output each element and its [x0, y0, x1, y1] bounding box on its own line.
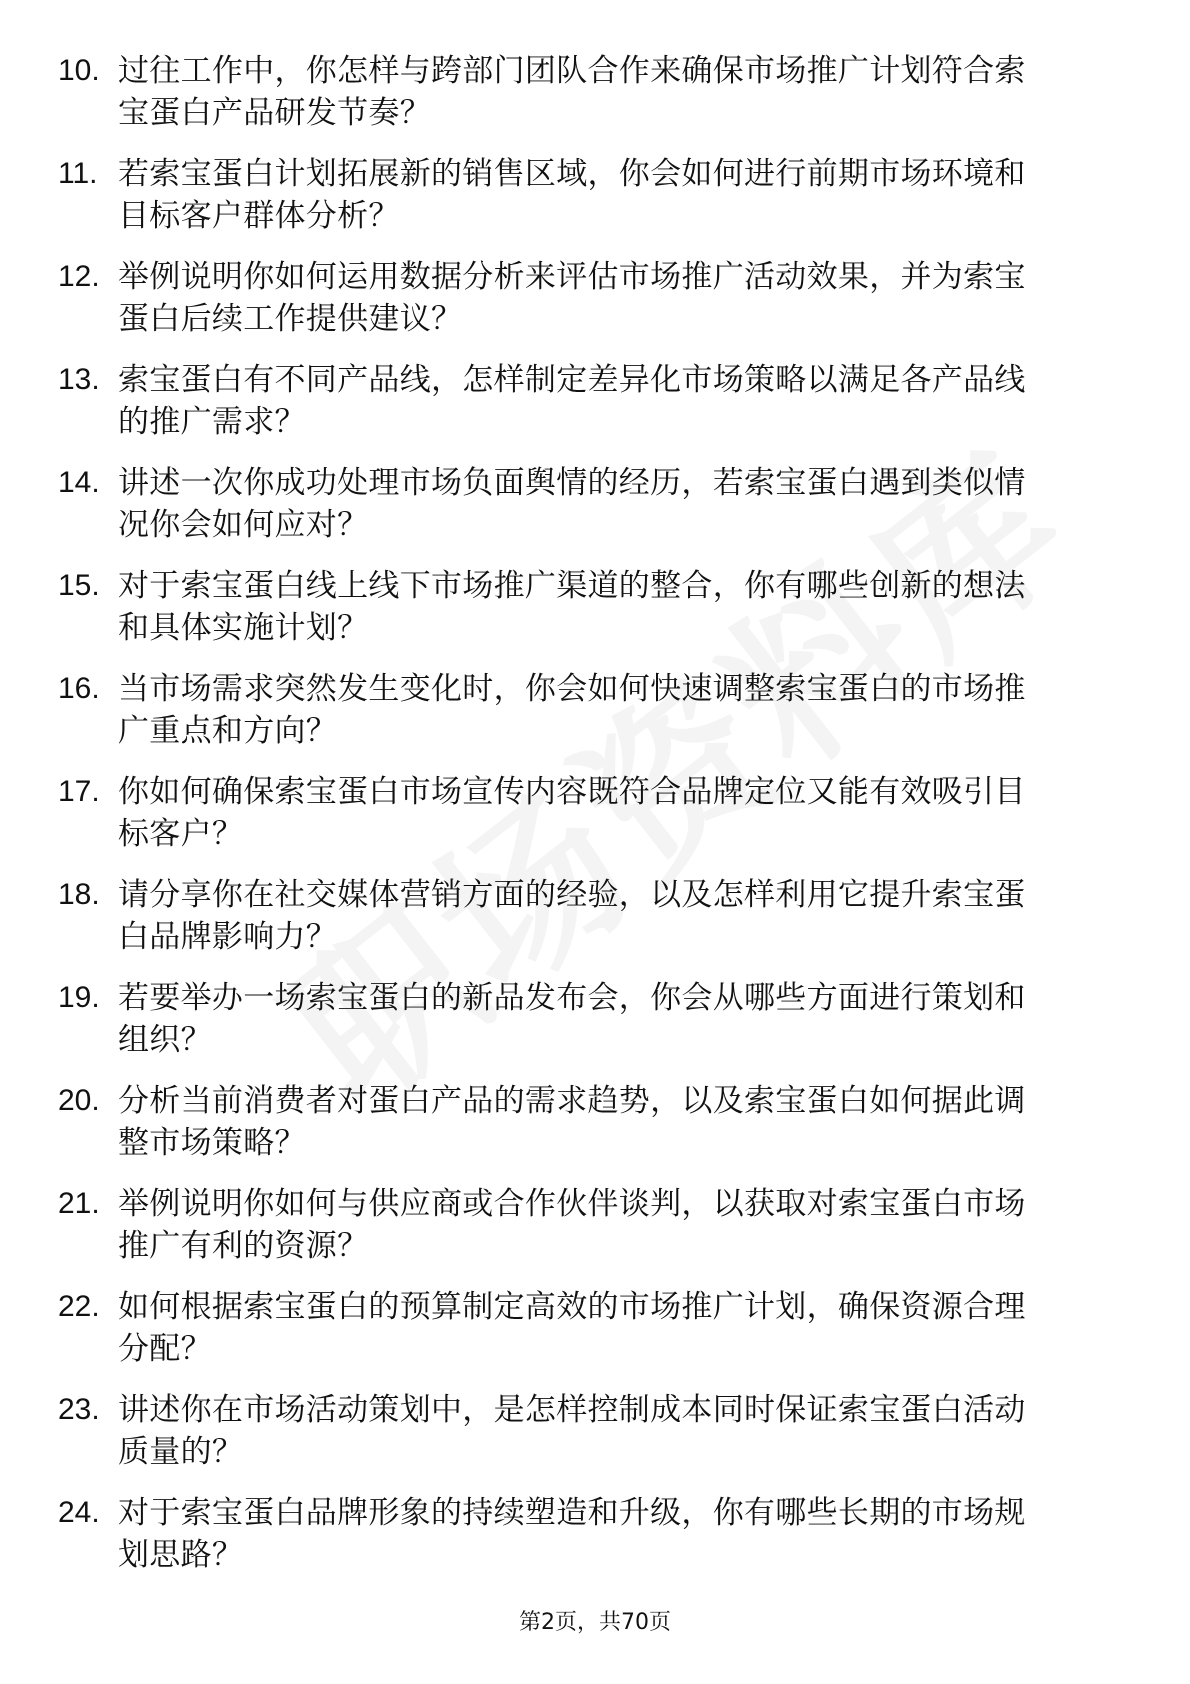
list-item — [0, 771, 1190, 874]
question-text: 过往工作中，你怎样与跨部门团队合作来确保市场推广计划符合索宝蛋白产品研发节奏？ — [118, 53, 1026, 131]
question-text: 举例说明你如何与供应商或合作伙伴谈判，以获取对索宝蛋白市场推广有利的资源？ — [118, 1186, 1026, 1264]
list-item — [0, 1183, 1190, 1286]
question-number: 18. — [58, 878, 100, 911]
question-text: 讲述你在市场活动策划中，是怎样控制成本同时保证索宝蛋白活动质量的？ — [118, 1392, 1026, 1470]
page-number: 第2页，共70页 — [519, 1610, 671, 1635]
question-number: 21. — [58, 1187, 100, 1220]
question-list — [0, 50, 1190, 1595]
question-number: 17. — [58, 775, 100, 808]
question-text: 如何根据索宝蛋白的预算制定高效的市场推广计划，确保资源合理分配？ — [118, 1289, 1026, 1367]
question-number: 24. — [58, 1496, 100, 1529]
list-item — [0, 668, 1190, 771]
question-text: 举例说明你如何运用数据分析来评估市场推广活动效果，并为索宝蛋白后续工作提供建议？ — [118, 259, 1026, 337]
list-item — [0, 565, 1190, 668]
question-number: 13. — [58, 363, 100, 396]
question-text: 当市场需求突然发生变化时，你会如何快速调整索宝蛋白的市场推广重点和方向？ — [118, 671, 1026, 749]
question-text: 讲述一次你成功处理市场负面舆情的经历，若索宝蛋白遇到类似情况你会如何应对？ — [118, 465, 1026, 543]
question-number: 23. — [58, 1393, 100, 1426]
question-text: 分析当前消费者对蛋白产品的需求趋势，以及索宝蛋白如何据此调整市场策略？ — [118, 1083, 1026, 1161]
list-item — [0, 1492, 1190, 1595]
page-footer — [0, 1608, 1190, 1638]
list-item — [0, 1286, 1190, 1389]
question-number: 12. — [58, 260, 100, 293]
question-text: 若要举办一场索宝蛋白的新品发布会，你会从哪些方面进行策划和组织？ — [118, 980, 1026, 1058]
question-text: 对于索宝蛋白品牌形象的持续塑造和升级，你有哪些长期的市场规划思路？ — [118, 1495, 1026, 1573]
question-number: 19. — [58, 981, 100, 1014]
list-item — [0, 874, 1190, 977]
list-item — [0, 359, 1190, 462]
question-number: 15. — [58, 569, 100, 602]
list-item — [0, 462, 1190, 565]
list-item — [0, 50, 1190, 153]
question-number: 16. — [58, 672, 100, 705]
question-number: 22. — [58, 1290, 100, 1323]
question-number: 14. — [58, 466, 100, 499]
question-text: 索宝蛋白有不同产品线，怎样制定差异化市场策略以满足各产品线的推广需求？ — [118, 362, 1026, 440]
question-number: 11. — [58, 157, 98, 190]
question-text: 你如何确保索宝蛋白市场宣传内容既符合品牌定位又能有效吸引目标客户？ — [118, 774, 1026, 852]
question-number: 10. — [58, 54, 100, 87]
list-item — [0, 153, 1190, 256]
question-text: 请分享你在社交媒体营销方面的经验，以及怎样利用它提升索宝蛋白品牌影响力？ — [118, 877, 1026, 955]
list-item — [0, 256, 1190, 359]
list-item — [0, 1080, 1190, 1183]
list-item — [0, 1389, 1190, 1492]
question-text: 若索宝蛋白计划拓展新的销售区域，你会如何进行前期市场环境和目标客户群体分析？ — [118, 156, 1026, 234]
list-item — [0, 977, 1190, 1080]
question-number: 20. — [58, 1084, 100, 1117]
question-text: 对于索宝蛋白线上线下市场推广渠道的整合，你有哪些创新的想法和具体实施计划？ — [118, 568, 1026, 646]
